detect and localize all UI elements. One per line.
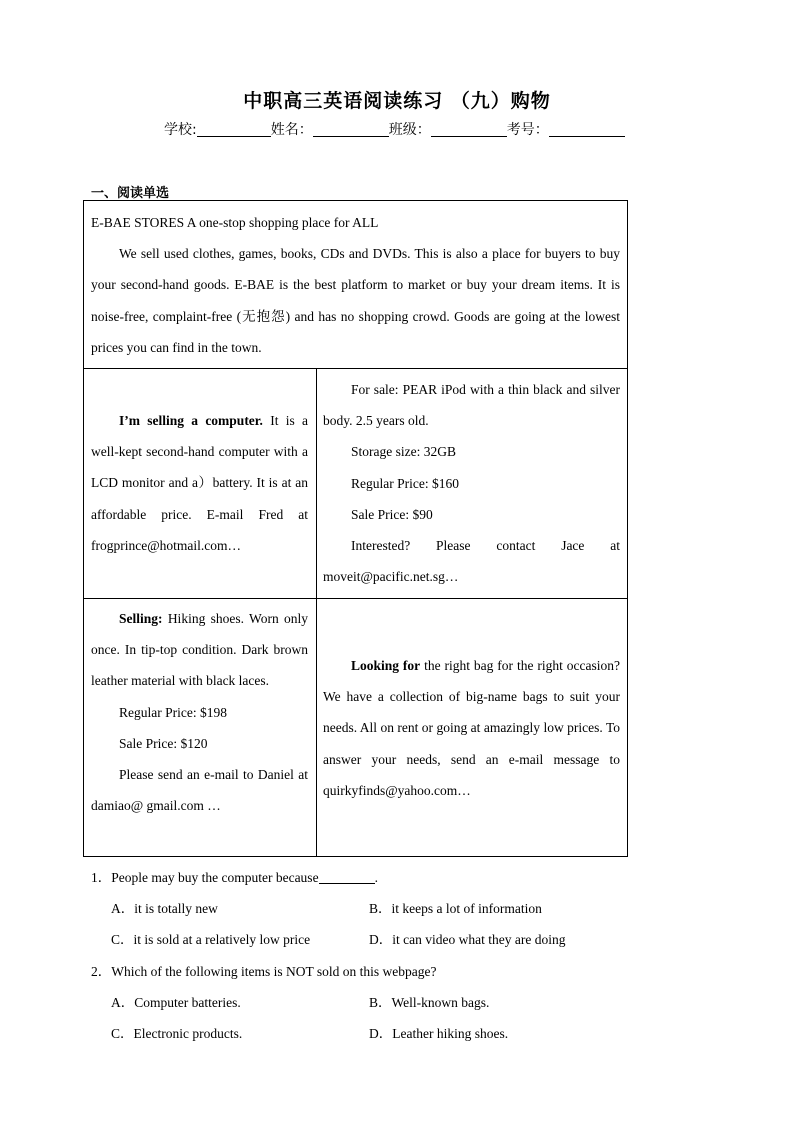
question-1-option-b[interactable]: B．it keeps a lot of information <box>369 901 542 916</box>
bags-ad-body: the right bag for the right occasion? We have a collection of big-name bags to suit your needs. All on rent or going at amazingly low prices. To answer your needs, send an e-mail message to quirkyfinds@yahoo.com… <box>323 658 620 798</box>
answer-blank[interactable] <box>319 871 375 884</box>
question-1-option-c[interactable]: C．it is sold at a relatively low price <box>111 932 311 947</box>
ipod-sale-price: Sale Price: $90 <box>351 506 433 522</box>
shoes-ad-cell <box>91 603 308 821</box>
shoes-contact: Please send an e-mail to Daniel at damiao@ gmail.com … <box>91 767 308 814</box>
school-label: 学校: <box>164 122 197 138</box>
table-divider <box>84 368 627 369</box>
bags-ad <box>323 650 620 806</box>
class-label: 班级： <box>388 122 431 138</box>
question-1-option-d[interactable]: D．it can video what they are doing <box>369 932 566 947</box>
ipod-ad-cell <box>323 374 620 592</box>
name-blank[interactable] <box>313 122 389 137</box>
exam-number-blank[interactable] <box>549 122 625 137</box>
page-title: 中职高三英语阅读练习 （九）购物 <box>243 90 551 112</box>
class-blank[interactable] <box>431 122 507 137</box>
ipod-ad-line: For sale: PEAR iPod with a thin black and silver body. 2.5 years old. <box>323 382 620 429</box>
question-1-text: 1．People may buy the computer because <box>91 870 319 885</box>
passage-table <box>83 200 628 857</box>
shoes-ad-lead: Selling: <box>119 611 163 626</box>
computer-ad-cell <box>91 405 308 561</box>
name-label: 姓名： <box>270 122 313 138</box>
section-heading: 一、阅读单选 <box>91 186 170 201</box>
store-intro: We sell used clothes, games, books, CDs and DVDs. This is also a place for buyers to buy your second-hand goods. E-BAE is the best platform to market or buy your dream items. It is noise-free, complaint-free (无抱怨) and has no shopping crowd. Goods are going at the lowest prices you can find in the town. <box>91 246 620 355</box>
computer-ad-lead: I’m selling a computer. <box>119 413 263 428</box>
question-1-period: . <box>374 870 378 885</box>
ipod-storage: Storage size: 32GB <box>351 444 456 460</box>
shoes-ad <box>91 603 308 697</box>
shoes-regular-price: Regular Price: $198 <box>119 704 227 720</box>
question-2-option-c[interactable]: C．Electronic products. <box>111 1026 243 1041</box>
computer-ad-body: It is a well-kept second-hand computer with a LCD monitor and a）battery. It is at an affordable price. E-mail Fred at frogprince@hotmail.com… <box>91 413 308 553</box>
question-2-stem: 2．Which of the following items is NOT sold on this webpage? <box>91 964 437 979</box>
computer-ad <box>91 405 308 561</box>
ipod-contact: Interested? Please contact Jace at moveit@pacific.net.sg… <box>323 538 620 585</box>
table-column-divider <box>316 369 317 856</box>
store-heading: E-BAE STORES A one-stop shopping place for ALL <box>91 215 379 230</box>
shoes-ad-body: Hiking shoes. Worn only once. In tip-top condition. Dark brown leather material with black laces. <box>91 611 308 689</box>
school-blank[interactable] <box>197 122 271 137</box>
bags-ad-cell <box>323 650 620 806</box>
bags-ad-lead: Looking for <box>351 658 421 673</box>
question-2-option-a[interactable]: A．Computer batteries. <box>111 995 241 1010</box>
ipod-regular-price: Regular Price: $160 <box>351 475 459 491</box>
question-1-option-a[interactable]: A．it is totally new <box>111 901 218 916</box>
shoes-sale-price: Sale Price: $120 <box>119 735 208 751</box>
intro-cell <box>91 207 620 363</box>
question-2-option-b[interactable]: B．Well-known bags. <box>369 995 490 1010</box>
question-2-option-d[interactable]: D．Leather hiking shoes. <box>369 1026 509 1041</box>
question-1-stem <box>91 866 378 886</box>
table-divider <box>84 598 627 599</box>
student-info-line <box>164 119 625 139</box>
exam-number-label: 考号： <box>506 122 549 138</box>
